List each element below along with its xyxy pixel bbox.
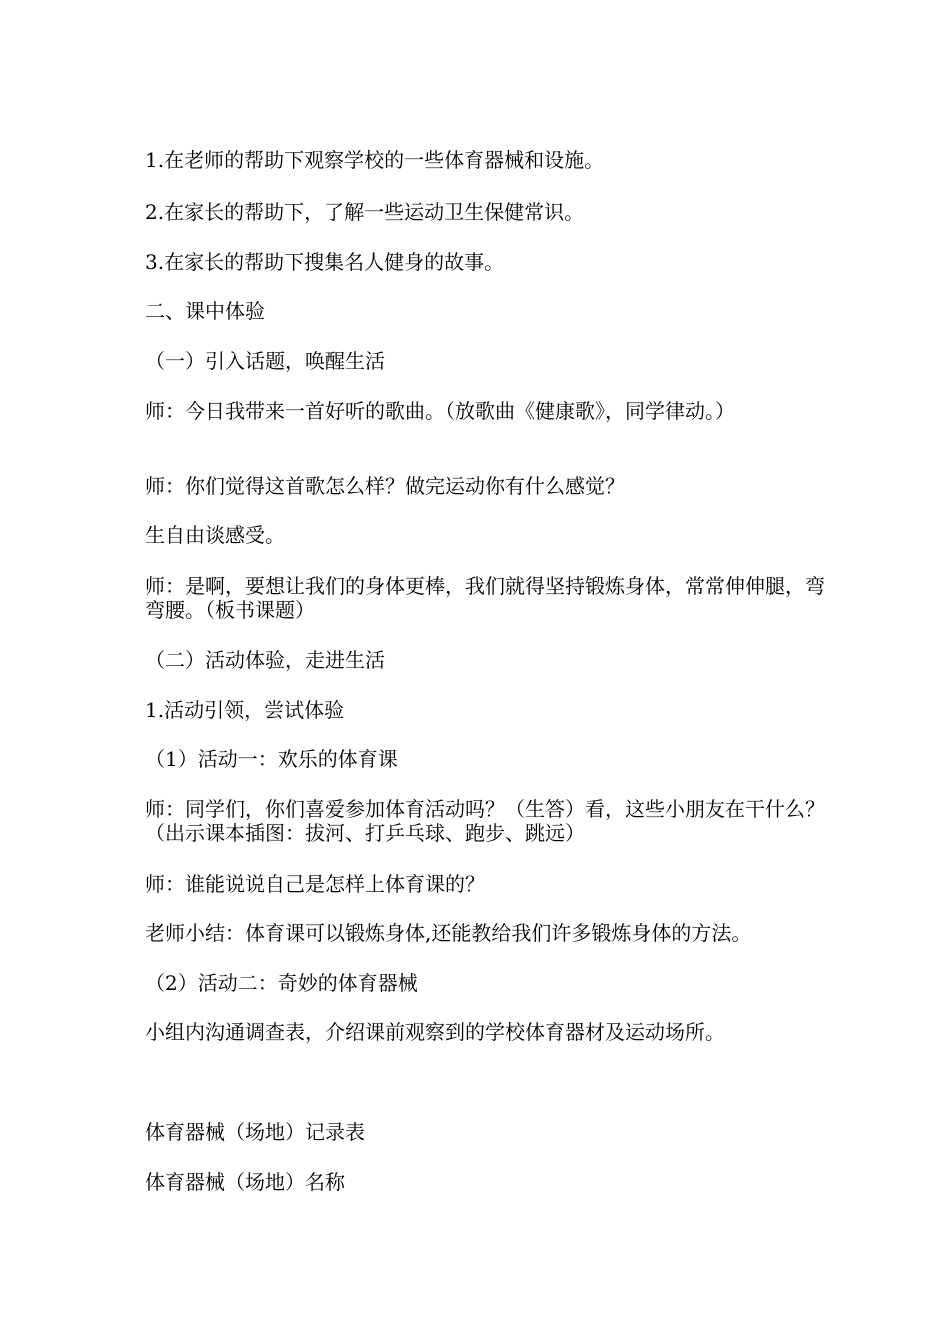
paragraph-teacher-summary: 老师小结：体育课可以锻炼身体,还能教给我们许多锻炼身体的方法。 [145,921,752,945]
activity-one-heading: （1）活动一：欢乐的体育课 [145,747,398,771]
paragraph-teacher-exercise: 师：是啊，要想让我们的身体更棒，我们就得坚持锻炼身体，常常伸伸腿，弯弯腰。（板书课题） [145,574,825,622]
table-column-name: 体育器械（场地）名称 [145,1170,345,1194]
paragraph-prep-1: 1.在老师的帮助下观察学校的一些体育器械和设施。 [145,148,605,172]
section-heading-in-class: 二、课中体验 [145,299,265,323]
activity-heading: 1.活动引领，尝试体验 [145,698,345,722]
subsection-heading-1: （一）引入话题，唤醒生活 [145,349,385,373]
table-title: 体育器械（场地）记录表 [145,1120,365,1144]
paragraph-group-survey: 小组内沟通调查表，介绍课前观察到的学校体育器材及运动场所。 [145,1020,725,1044]
subsection-heading-2: （二）活动体验，走进生活 [145,648,385,672]
paragraph-teacher-sports: 师：同学们，你们喜爱参加体育活动吗？（生答）看，这些小朋友在干什么？（出示课本插图：拔河、打乒乓球、跑步、跳远） [145,797,825,845]
paragraph-students-talk: 生自由谈感受。 [145,523,285,547]
activity-two-heading: （2）活动二：奇妙的体育器械 [145,971,418,995]
paragraph-teacher-question: 师：你们觉得这首歌怎么样？做完运动你有什么感觉？ [145,474,625,498]
paragraph-teacher-song: 师：今日我带来一首好听的歌曲。（放歌曲《健康歌》，同学律动。） [145,399,735,423]
paragraph-prep-3: 3.在家长的帮助下搜集名人健身的故事。 [145,250,505,274]
paragraph-teacher-pe-class: 师：谁能说说自己是怎样上体育课的？ [145,872,485,896]
paragraph-prep-2: 2.在家长的帮助下，了解一些运动卫生保健常识。 [145,200,585,224]
